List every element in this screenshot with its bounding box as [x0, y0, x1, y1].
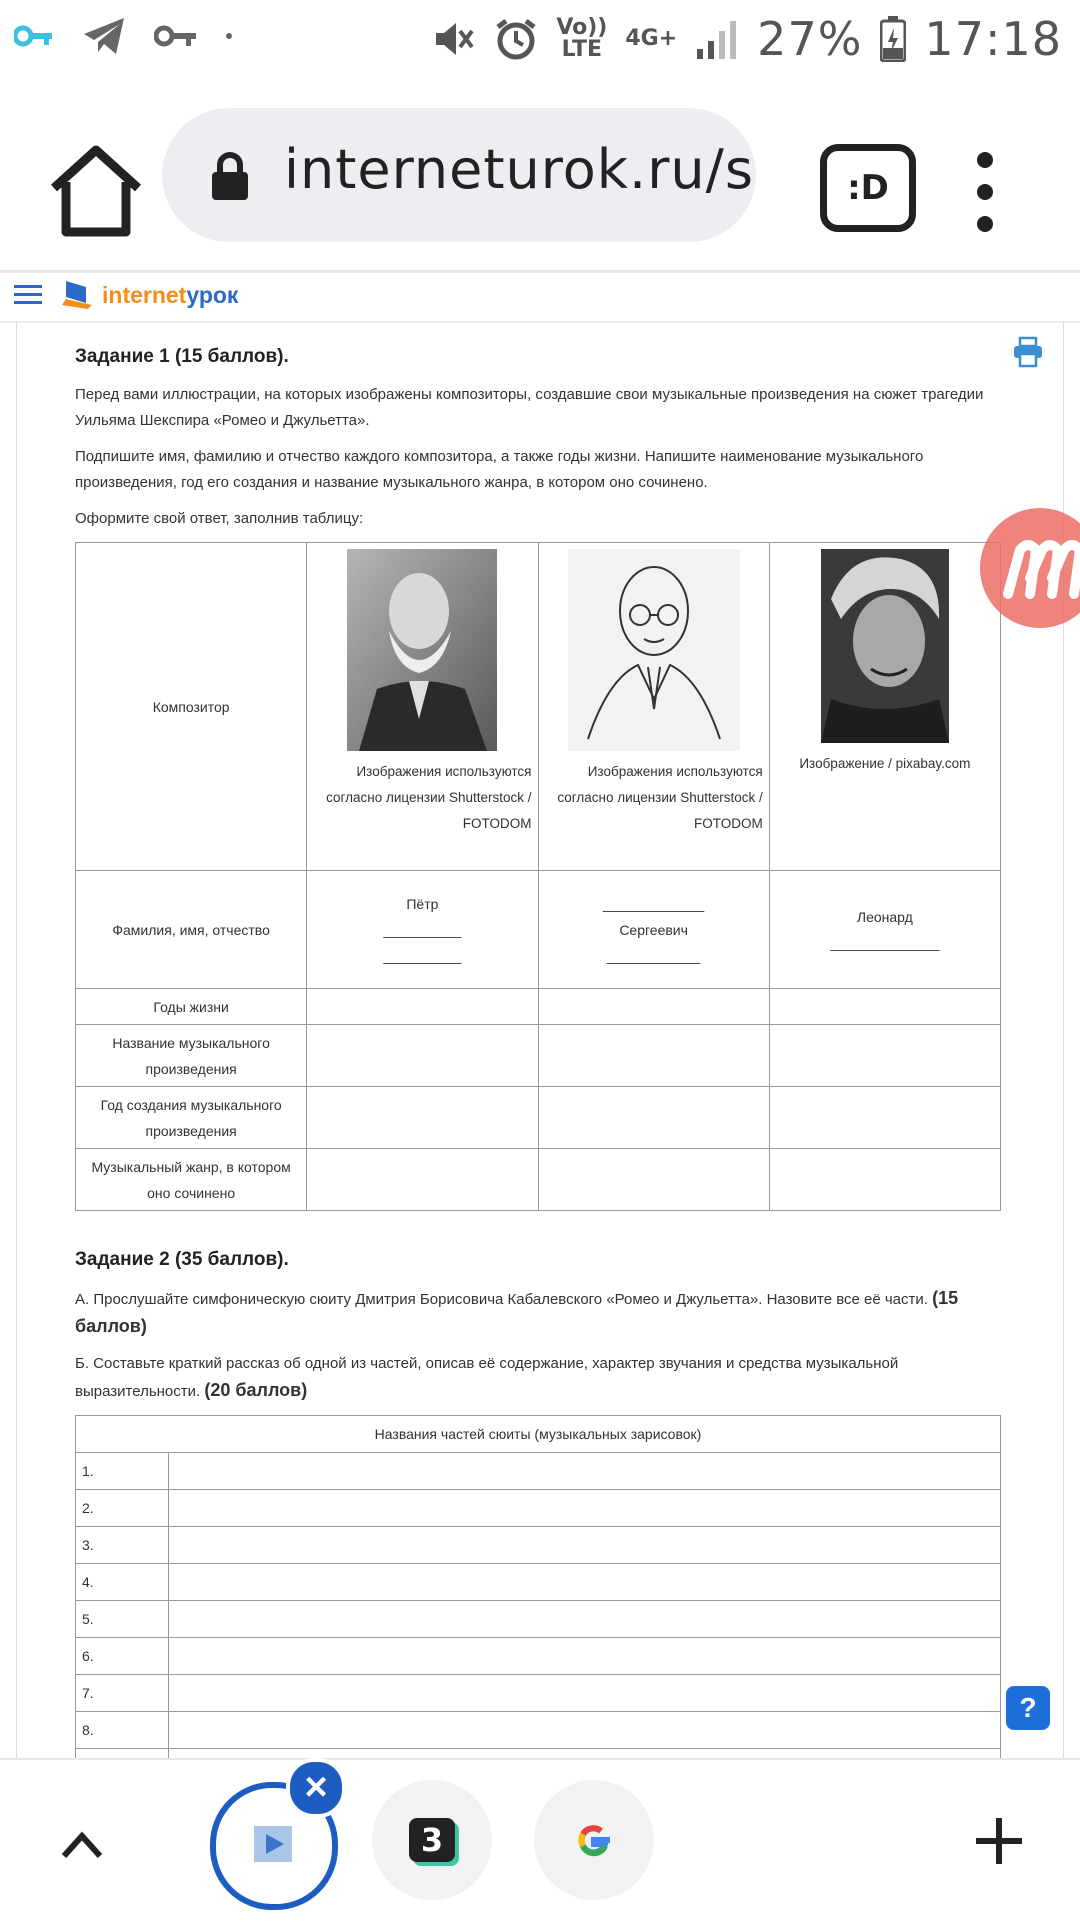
status-bar: [0, 0, 1080, 80]
suite-table-header: Названия частей сюиты (музыкальных зарисовок): [76, 1416, 1001, 1453]
alarm-icon: [494, 17, 538, 61]
help-button[interactable]: ?: [1006, 1686, 1050, 1730]
key-icon: [154, 23, 198, 49]
logo-text-internet: internet: [102, 281, 187, 308]
telegram-icon: [82, 16, 126, 56]
task2-paragraph-b: Б. Составьте краткий рассказ об одной из частей, описав её содержание, характер звучания и средства музыкальной выразительности. (20 баллов): [75, 1355, 899, 1400]
site-logo[interactable]: [60, 277, 238, 313]
floating-assistant-bubble[interactable]: [980, 508, 1080, 628]
google-icon: [574, 1820, 614, 1860]
overflow-menu-icon[interactable]: [970, 142, 1000, 242]
task1-paragraph-2: Подпишите имя, фамилию и отчество каждого композитора, а также годы жизни. Напишите наименование музыкального произведения, год его создания и название музыкального жанра, в котором оно сочинено.: [75, 448, 924, 491]
caption-3: Изображение / pixabay.com: [799, 756, 971, 771]
site-header: [0, 273, 1080, 323]
tab-google[interactable]: [534, 1780, 654, 1900]
laptop-logo-icon: [60, 277, 94, 313]
video-play-icon: [252, 1822, 296, 1866]
bottom-tab-bar: [0, 1758, 1080, 1922]
home-icon[interactable]: [46, 142, 146, 242]
task2-paragraph-a: А. Прослушайте симфоническую сюиту Дмитрия Борисовича Кабалевского «Ромео и Джульетта». Назовите все её части. (15 баллов): [75, 1288, 959, 1336]
mute-icon: [432, 17, 476, 61]
task1-paragraph-3: Оформите свой ответ, заполнив таблицу:: [75, 510, 364, 527]
row-label-work-year: Год создания музыкального произведения: [76, 1087, 307, 1149]
table-row: 6.: [76, 1638, 1001, 1675]
logo-text-urok: урок: [186, 281, 239, 308]
composer-cell-1: [307, 543, 538, 871]
tab-video-player[interactable]: [210, 1765, 338, 1910]
table-row: 8.: [76, 1712, 1001, 1749]
row-label-composer: Композитор: [76, 543, 307, 871]
tab-app-3[interactable]: [372, 1780, 492, 1900]
prokofiev-sketch: [568, 549, 740, 751]
row-label-years: Годы жизни: [76, 989, 307, 1025]
tab-switcher-button[interactable]: :D: [820, 144, 916, 232]
print-icon[interactable]: [1012, 336, 1044, 368]
fio-cell-3: Леонард ______________: [769, 871, 1000, 989]
composer-cell-3: [769, 543, 1000, 871]
network-type: 4G+: [625, 26, 678, 51]
composers-table: [75, 542, 1001, 1211]
new-tab-plus-icon[interactable]: [974, 1816, 1024, 1866]
bernstein-photo: [821, 549, 949, 743]
volte-indicator: Vo)) LTE: [556, 15, 608, 62]
table-row: 5.: [76, 1601, 1001, 1638]
hamburger-menu-icon[interactable]: [14, 285, 42, 305]
chevron-up-icon[interactable]: [60, 1830, 104, 1860]
row-label-fio: Фамилия, имя, отчество: [76, 871, 307, 989]
task1-paragraph-1: Перед вами иллюстрации, на которых изображены композиторы, создавшие свои музыкальные произведения на сюжет трагедии Уильяма Шекспира «Ромео и Джульетта».: [75, 386, 984, 429]
notification-dot-icon: [226, 33, 232, 39]
fio-cell-2: _____________ Сергеевич ____________: [538, 871, 769, 989]
lock-icon: [210, 152, 250, 200]
task2-title: Задание 2 (35 баллов).: [75, 1249, 289, 1270]
task1-title: Задание 1 (15 баллов).: [75, 346, 289, 367]
app-3-icon: 3: [409, 1818, 455, 1862]
vpn-key-icon: [14, 24, 54, 48]
table-row: 3.: [76, 1527, 1001, 1564]
table-row: 2.: [76, 1490, 1001, 1527]
browser-toolbar: [0, 80, 1080, 273]
close-tab-icon[interactable]: ×: [286, 1758, 346, 1818]
composer-cell-2: [538, 543, 769, 871]
url-text: interneturok.ru/s: [284, 138, 754, 201]
table-row: 7.: [76, 1675, 1001, 1712]
caption-2: Изображения используются согласно лицензии Shutterstock / FOTODOM: [557, 764, 763, 831]
signal-icon: [695, 17, 739, 61]
table-row: 1.: [76, 1453, 1001, 1490]
tchaikovsky-portrait: [347, 549, 497, 751]
lesson-content: [16, 322, 1064, 1758]
table-row: [76, 1749, 1001, 1759]
battery-percent: 27%: [757, 12, 863, 66]
row-label-work-name: Название музыкального произведения: [76, 1025, 307, 1087]
suite-parts-table: [75, 1415, 1001, 1758]
table-row: 4.: [76, 1564, 1001, 1601]
battery-charging-icon: [880, 16, 906, 62]
clock: 17:18: [924, 12, 1062, 66]
fio-cell-1: Пётр __________ __________: [307, 871, 538, 989]
m-logo-icon: [980, 508, 1080, 628]
row-label-genre: Музыкальный жанр, в котором оно сочинено: [76, 1149, 307, 1211]
caption-1: Изображения используются согласно лицензии Shutterstock / FOTODOM: [326, 764, 532, 831]
address-bar[interactable]: [162, 108, 756, 242]
